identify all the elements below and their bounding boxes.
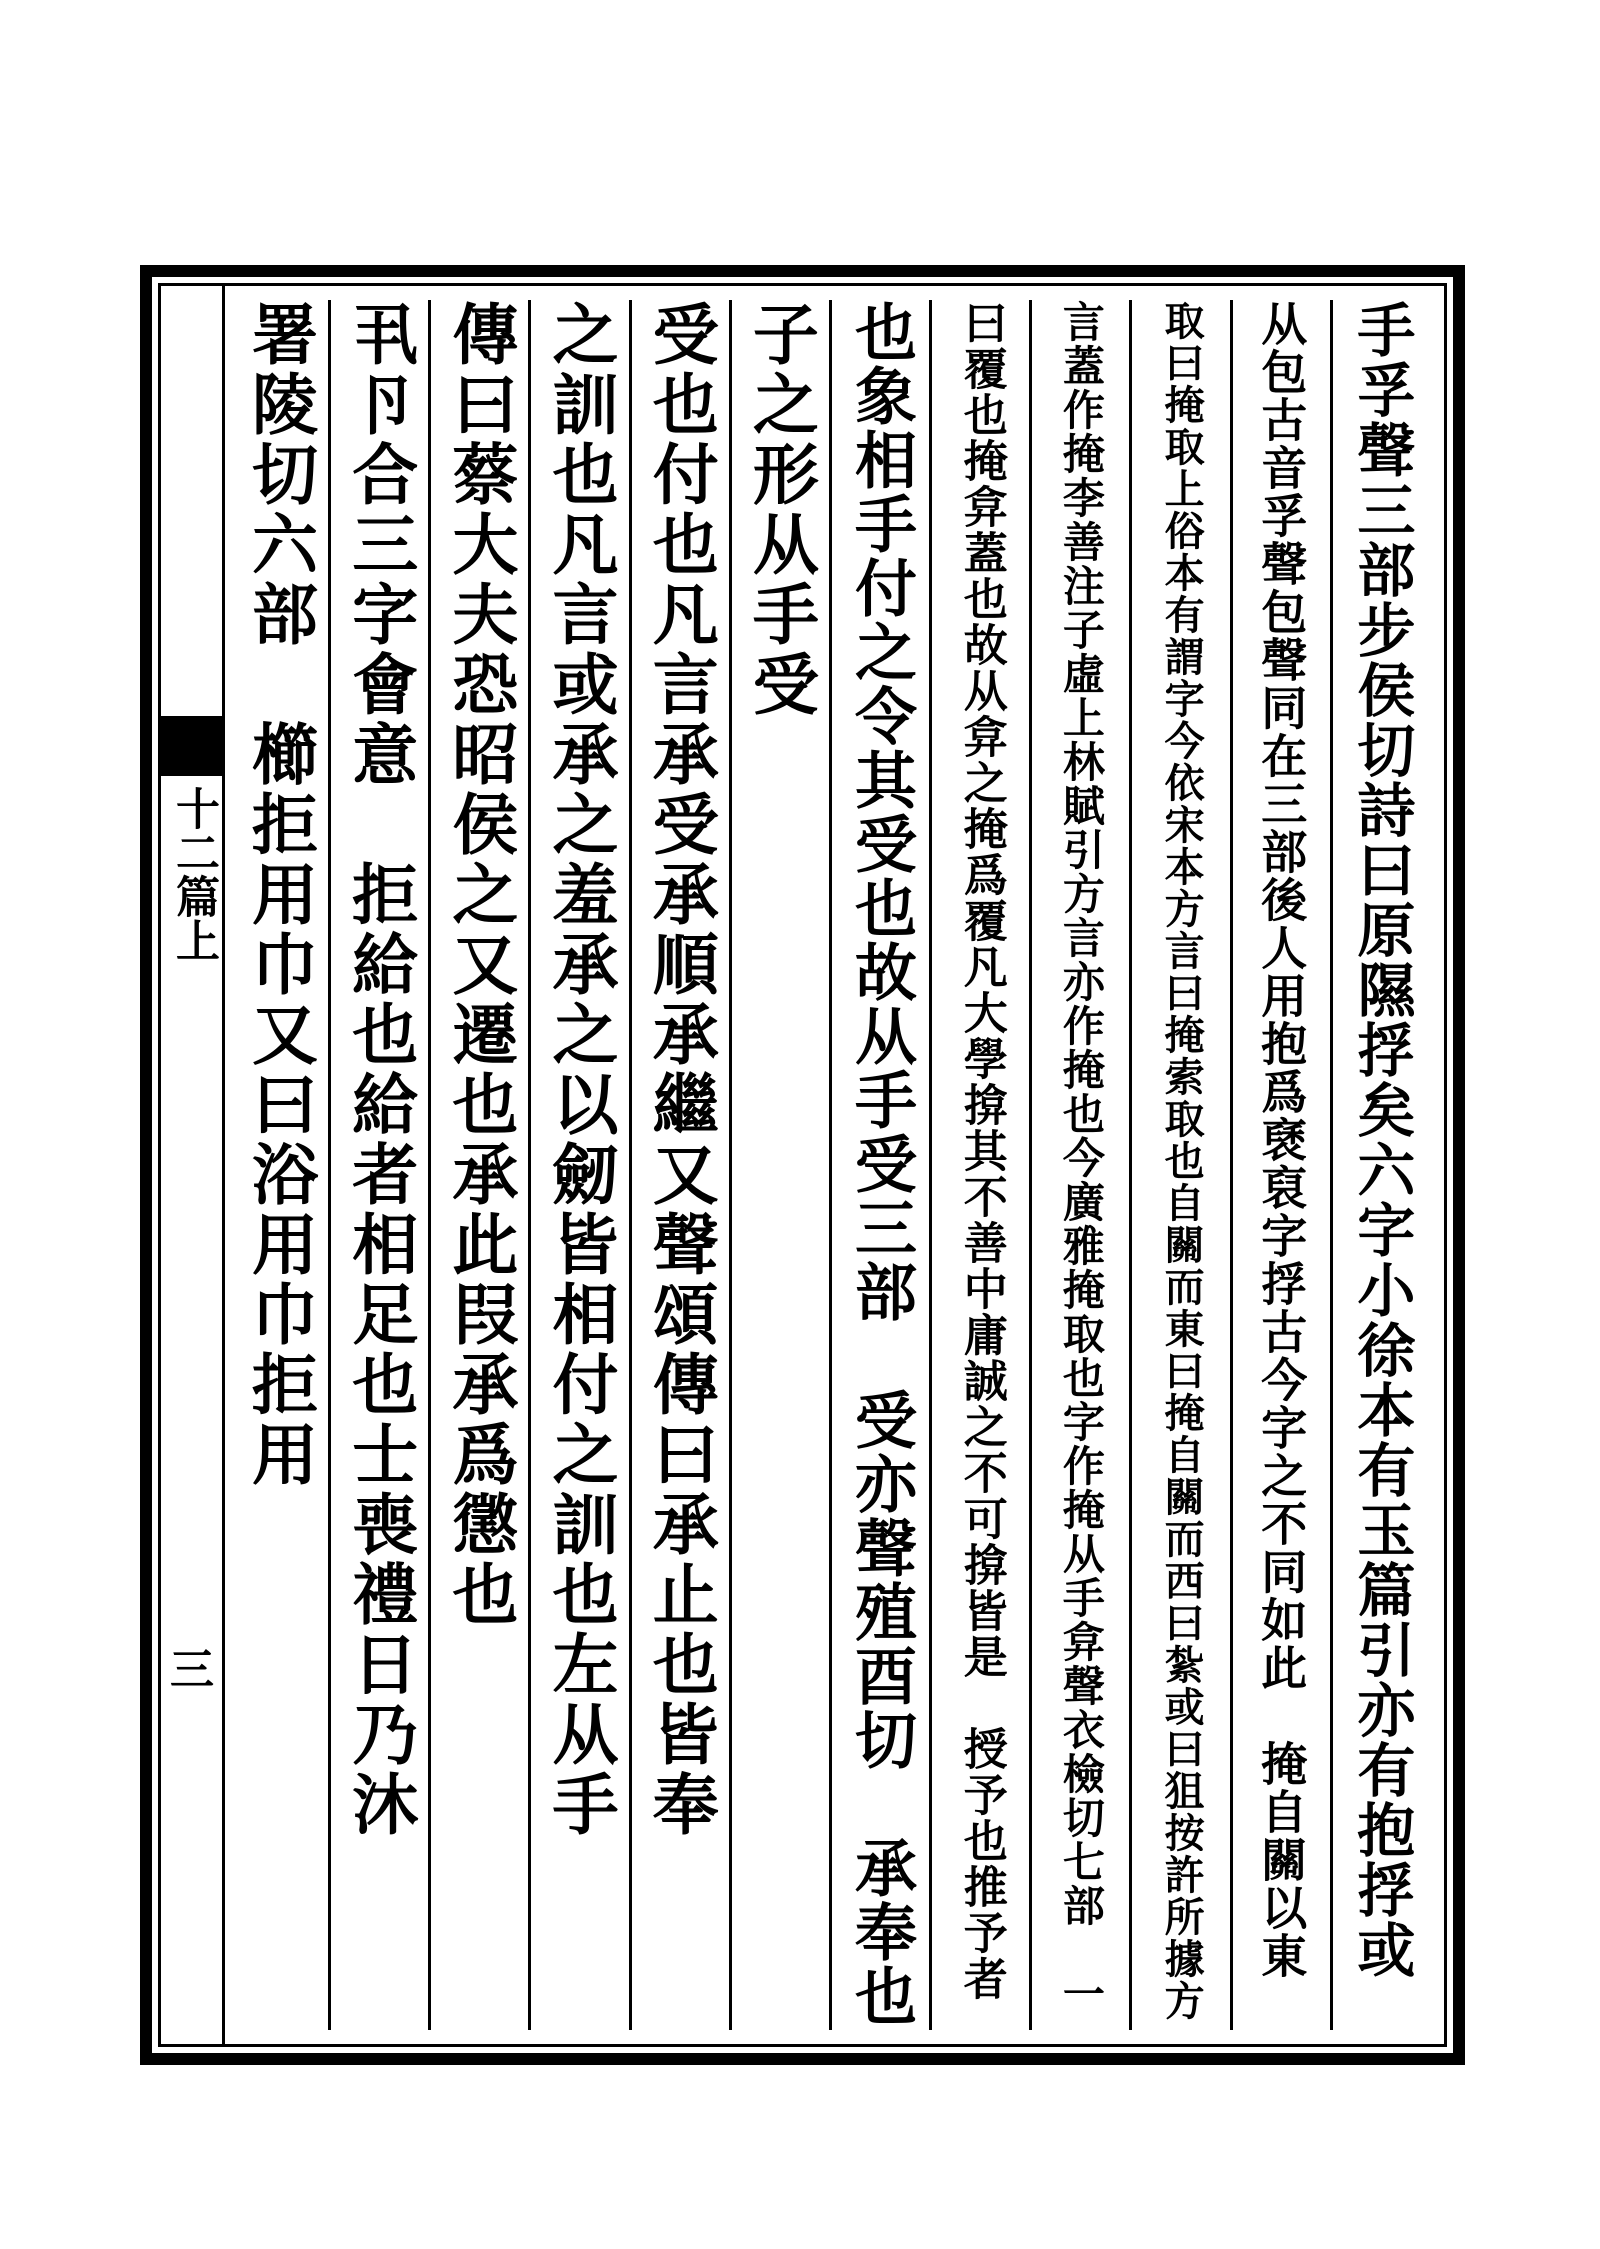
text-column — [528, 300, 628, 2030]
column-text: 也象相手付之令其受也故从手受三部 受亦聲殖酉切 承奉也 — [844, 300, 918, 2028]
column-text: 曰覆也掩弇蓋也故从弇之掩爲覆凡大學揜其不善中庸誠之不可揜皆是 授予也推予者 — [955, 300, 1007, 2002]
text-column — [1330, 300, 1430, 2030]
column-text: 言蓋作掩李善注子虛上林賦引方言亦作掩也今廣雅掩取也字作掩从手弇聲衣檢切七部 一 — [1056, 300, 1106, 2016]
text-column — [1230, 300, 1330, 2030]
text-columns — [231, 300, 1430, 2030]
text-column — [231, 300, 328, 2030]
page-frame — [140, 265, 1465, 2065]
column-text: 子之形从手受 — [741, 300, 820, 720]
fish-tail-mark — [161, 716, 223, 776]
column-text: 之訓也凡言或承之羞承之以劒皆相付之訓也左从手 — [541, 300, 620, 1840]
column-text: 从包古音孚聲包聲同在三部後人用抱爲褎裒字捊古今字之不同如此 掩自關以東 — [1254, 300, 1309, 1980]
margin-page-number: 三 — [162, 1646, 213, 1690]
text-column — [1129, 300, 1229, 2030]
margin-strip — [161, 286, 225, 2044]
column-text: 丮卪合三字會意 拒給也給者相足也士喪禮日乃沐 — [340, 300, 419, 1840]
text-column — [829, 300, 929, 2030]
text-column — [729, 300, 829, 2030]
column-text: 受也付也凡言承受承順承繼又聲頌傳曰承止也皆奉 — [641, 300, 720, 1840]
margin-title: 十二篇上 — [168, 786, 219, 962]
page-inner-border — [158, 283, 1447, 2047]
text-column — [629, 300, 729, 2030]
text-column — [428, 300, 528, 2030]
text-column — [328, 300, 428, 2030]
text-column — [1029, 300, 1129, 2030]
column-text: 傳曰蔡大夫恐昭侯之又遷也承此叚承爲懲也 — [440, 300, 519, 1630]
column-text: 手孚聲三部步侯切詩曰原隰捊矣六字小徐本有玉篇引亦有抱捊或 — [1347, 300, 1416, 1980]
text-column — [929, 300, 1029, 2030]
column-text: 取曰掩取上俗本有謂字今依宋本方言曰掩索取也自關而東曰掩自關而西曰紮或曰狙按許所據方 — [1158, 300, 1206, 2022]
column-text: 署陵切六部 櫛拒用巾又曰浴用巾拒用 — [240, 300, 319, 1490]
